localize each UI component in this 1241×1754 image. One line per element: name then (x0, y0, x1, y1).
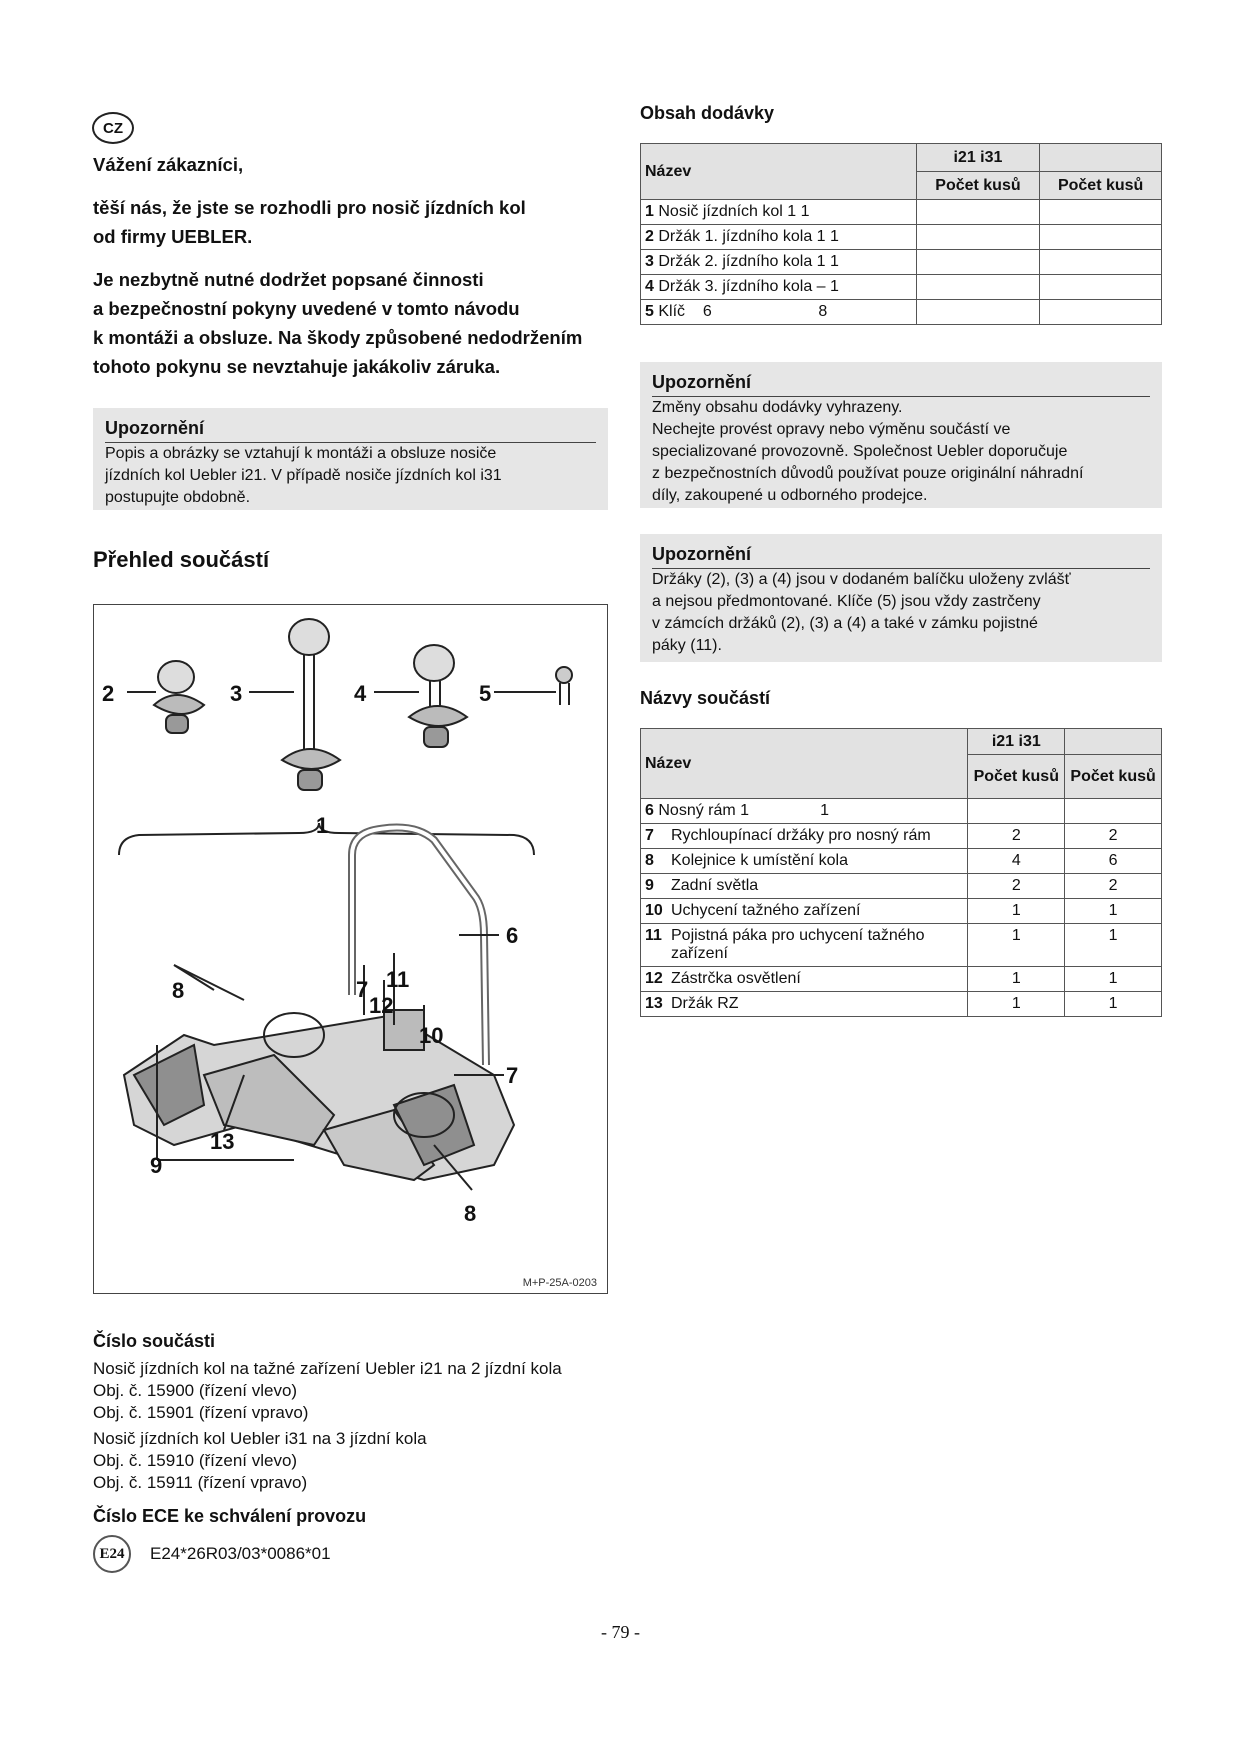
delivery-table (640, 143, 1162, 325)
warning-line-1: Je nezbytně nutné dodržet popsané činnosti (93, 269, 484, 290)
ece-number: E24*26R03/03*0086*01 (150, 1544, 331, 1563)
table-row: 5 Klíč 6 8 (641, 300, 1162, 325)
table-row: 1 Nosič jízdních kol 1 1 (641, 200, 1162, 225)
note-line: a nejsou předmontované. Klíče (5) jsou vždy zastrčeny (652, 593, 1041, 610)
callout-6: 6 (506, 923, 519, 948)
intro-line-1: těší nás, že jste se rozhodli pro nosič jízdních kol (93, 197, 526, 218)
greeting: Vážení zákazníci, (93, 154, 244, 175)
intro (93, 150, 633, 381)
header-blank (1040, 144, 1162, 172)
note-line: díly, zakoupené u odborného prodejce. (652, 487, 928, 504)
warning-line-4: tohoto pokynu se nevztahuje jakákoliv záruka. (93, 356, 501, 377)
delivery-title: Obsah dodávky (640, 103, 775, 123)
callout-13: 13 (210, 1129, 235, 1154)
note-box-1 (93, 408, 608, 510)
parts-table (640, 728, 1162, 1017)
parts-overview-figure (93, 604, 608, 1294)
header-count-2: Počet kusů (1040, 172, 1162, 200)
header-blank (1065, 729, 1162, 755)
callout-8b: 8 (464, 1201, 477, 1226)
table-row: 10 Uchycení tažného zařízení 1 1 (641, 899, 1162, 924)
header-count-2: Počet kusů (1065, 755, 1162, 799)
callout-5: 5 (479, 681, 492, 706)
table-row: 6 Nosný rám 1 1 (641, 799, 1162, 824)
table-row: 4 Držák 3. jízdního kola – 1 (641, 275, 1162, 300)
part-number-line: Obj. č. 15900 (řízení vlevo) (93, 1381, 298, 1400)
note-line: z bezpečnostních důvodů používat pouze originální náhradní (652, 465, 1084, 482)
overview-title: Přehled součástí (93, 547, 270, 572)
table-row: 12 Zástrčka osvětlení 1 1 (641, 967, 1162, 992)
table-row: 2 Držák 1. jízdního kola 1 1 (641, 225, 1162, 250)
part-number-list (93, 1358, 653, 1494)
callout-8: 8 (172, 978, 185, 1003)
intro-line-2: od firmy UEBLER. (93, 226, 253, 247)
header-models: i21 i31 (916, 144, 1040, 172)
note-box-3 (640, 534, 1162, 662)
table-row: 7 Rychloupínací držáky pro nosný rám 2 2 (641, 824, 1162, 849)
callout-9: 9 (150, 1153, 163, 1178)
part-number-line: Nosič jízdních kol na tažné zařízení Uebler i21 na 2 jízdní kola (93, 1359, 562, 1378)
language-badge: CZ (92, 112, 134, 144)
table-row: 8 Kolejnice k umístění kola 4 6 (641, 849, 1162, 874)
parts-title: Názvy součástí (640, 688, 771, 708)
bike-carrier-illustration (94, 605, 607, 1293)
note-box-2 (640, 362, 1162, 508)
note-line: Popis a obrázky se vztahují k montáži a obsluze nosiče (105, 445, 497, 462)
note-line: specializované provozovně. Společnost Uebler doporučuje (652, 443, 1068, 460)
note-line: v zámcích držáků (2), (3) a (4) a také v zámku pojistné (652, 615, 1038, 632)
part-number-line: Obj. č. 15911 (řízení vpravo) (93, 1473, 308, 1492)
note-line: Změny obsahu dodávky vyhrazeny. (652, 399, 903, 416)
table-row: 11 Pojistná páka pro uchycení tažného zařízení 1 1 (641, 924, 1162, 967)
callout-10: 10 (419, 1023, 444, 1048)
callout-12: 12 (369, 993, 394, 1018)
note-line: postupujte obdobně. (105, 489, 251, 506)
callout-3: 3 (230, 681, 243, 706)
part-number-line: Nosič jízdních kol Uebler i31 na 3 jízdní kola (93, 1429, 427, 1448)
note-line: jízdních kol Uebler i21. V případě nosiče jízdních kol i31 (105, 467, 502, 484)
header-name: Název (641, 729, 968, 799)
callout-7: 7 (356, 977, 369, 1002)
callout-2: 2 (102, 681, 115, 706)
part-number-line: Obj. č. 15901 (řízení vpravo) (93, 1403, 309, 1422)
callout-7b: 7 (506, 1063, 519, 1088)
warning-line-3: k montáži a obsluze. Na škody způsobené nedodržením (93, 327, 583, 348)
header-count-1: Počet kusů (916, 172, 1040, 200)
note-title: Upozornění (105, 416, 596, 443)
warning-line-2: a bezpečnostní pokyny uvedené v tomto návodu (93, 298, 520, 319)
note-title: Upozornění (652, 542, 1150, 569)
part-number-line: Obj. č. 15910 (řízení vlevo) (93, 1451, 298, 1470)
table-row: 3 Držák 2. jízdního kola 1 1 (641, 250, 1162, 275)
note-line: páky (11). (652, 637, 722, 654)
table-row: 9 Zadní světla 2 2 (641, 874, 1162, 899)
note-line: Držáky (2), (3) a (4) jsou v dodaném balíčku uloženy zvlášť (652, 571, 1071, 588)
callout-11: 11 (386, 967, 410, 992)
part-number-title: Číslo součásti (93, 1331, 216, 1351)
page-number: - 79 - (601, 1622, 640, 1642)
note-line: Nechejte provést opravy nebo výměnu součástí ve (652, 421, 1011, 438)
header-count-1: Počet kusů (968, 755, 1065, 799)
callout-1: 1 (316, 813, 329, 838)
header-models: i21 i31 (968, 729, 1065, 755)
callout-4: 4 (354, 681, 367, 706)
table-row: 13 Držák RZ 1 1 (641, 992, 1162, 1017)
ece-mark: E24 (93, 1535, 131, 1573)
header-name: Název (641, 144, 917, 200)
ece-title: Číslo ECE ke schválení provozu (93, 1506, 367, 1526)
note-title: Upozornění (652, 370, 1150, 397)
figure-code: M+P-25A-0203 (522, 1277, 597, 1289)
